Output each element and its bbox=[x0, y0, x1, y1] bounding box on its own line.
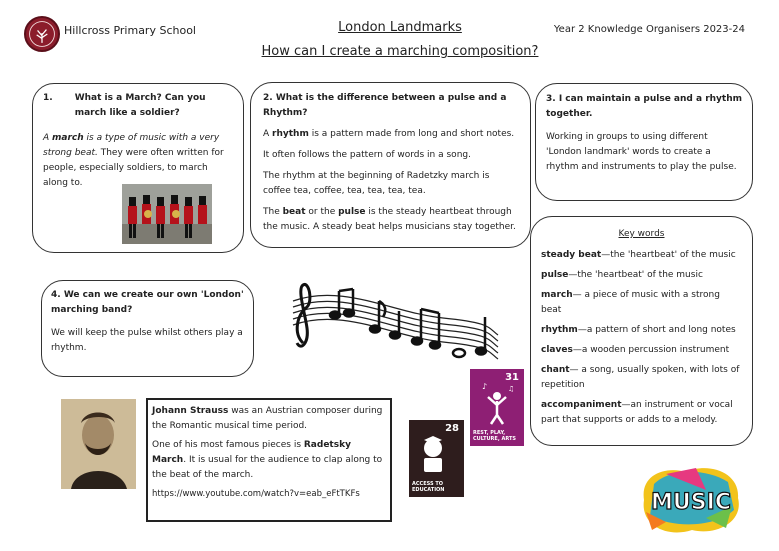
section-body: We will keep the pulse whilst others play a rhythm. bbox=[51, 328, 243, 353]
youtube-link[interactable]: https://www.youtube.com/watch?v=eab_eFtTKFs bbox=[152, 489, 360, 499]
music-notes-graphic bbox=[283, 273, 503, 368]
keyword-item: chant— a song, usually spoken, with lots of repetition bbox=[541, 365, 740, 390]
tree-icon bbox=[26, 18, 58, 50]
section-question bbox=[43, 91, 233, 121]
keyword-item: steady beat—the 'heartbeat' of the music bbox=[541, 250, 736, 260]
section-body: A march is a type of music with a very strong beat. They were often written for people, especially soldiers, to march along to. bbox=[43, 133, 224, 188]
term-march: march bbox=[52, 133, 84, 143]
keyword-item: march— a piece of music with a strong beat bbox=[541, 290, 720, 315]
music-logo-text: MUSIC bbox=[651, 490, 731, 515]
strauss-intro: Johann Strauss was an Austrian composer during the Romantic musical time period. bbox=[152, 406, 383, 431]
johann-strauss-portrait bbox=[61, 399, 136, 489]
school-name: Hillcross Primary School bbox=[64, 24, 196, 37]
section-question: 2. What is the difference between a pulse and a Rhythm? bbox=[263, 93, 507, 118]
section-marching-band bbox=[41, 280, 254, 377]
page-subtitle: How can I create a marching composition? bbox=[261, 44, 539, 59]
section-body: Working in groups to using different 'London landmark' words to create a rhythm and instruments to play the pulse. bbox=[546, 132, 737, 172]
sdg-31-badge: 31 ♪ ♫ REST, PLAY, CULTURE, ARTS bbox=[470, 369, 524, 446]
rhythm-words: It often follows the pattern of words in a song. bbox=[263, 150, 471, 160]
radetzky-rhythm: The rhythm at the beginning of Radetzky march is coffee tea, coffee, tea, tea, tea, tea. bbox=[263, 171, 490, 196]
beat-definition: The beat or the pulse is the steady heartbeat through the music. A steady beat helps musicians stay together. bbox=[263, 207, 516, 232]
section-question: 4. We can we create our own 'London' marching band? bbox=[51, 290, 244, 315]
key-words-heading: Key words bbox=[618, 229, 665, 239]
svg-text:♫: ♫ bbox=[508, 385, 515, 393]
section-question-text: What is a March? Can you march like a soldier? bbox=[74, 93, 206, 118]
keyword-item: rhythm—a pattern of short and long notes bbox=[541, 325, 736, 335]
section-question: 3. I can maintain a pulse and a rhythm together. bbox=[546, 94, 742, 119]
school-logo bbox=[24, 16, 60, 52]
keyword-item: claves—a wooden percussion instrument bbox=[541, 345, 730, 355]
section-pulse-vs-rhythm bbox=[250, 82, 531, 248]
year-tag: Year 2 Knowledge Organisers 2023-24 bbox=[553, 24, 745, 35]
rhythm-definition: A rhythm is a pattern made from long and short notes. bbox=[263, 129, 515, 139]
music-logo bbox=[636, 460, 746, 538]
strauss-info-box bbox=[146, 398, 392, 522]
section-maintain-pulse bbox=[535, 83, 753, 201]
section-number: 1. bbox=[43, 93, 53, 103]
key-words-panel bbox=[530, 216, 753, 446]
page-title: London Landmarks bbox=[338, 20, 462, 35]
sdg-28-badge: 28 ACCESS TO EDUCATION bbox=[409, 420, 464, 497]
svg-text:♪: ♪ bbox=[482, 382, 488, 391]
keyword-item: accompaniment—an instrument or vocal part that supports or adds to a melody. bbox=[541, 400, 733, 425]
strauss-famous-piece: One of his most famous pieces is Radetsky March. It is usual for the audience to clap along to the beat of the march. bbox=[152, 440, 383, 480]
keyword-item: pulse—the 'heartbeat' of the music bbox=[541, 270, 703, 280]
marching-band-photo bbox=[122, 184, 212, 244]
